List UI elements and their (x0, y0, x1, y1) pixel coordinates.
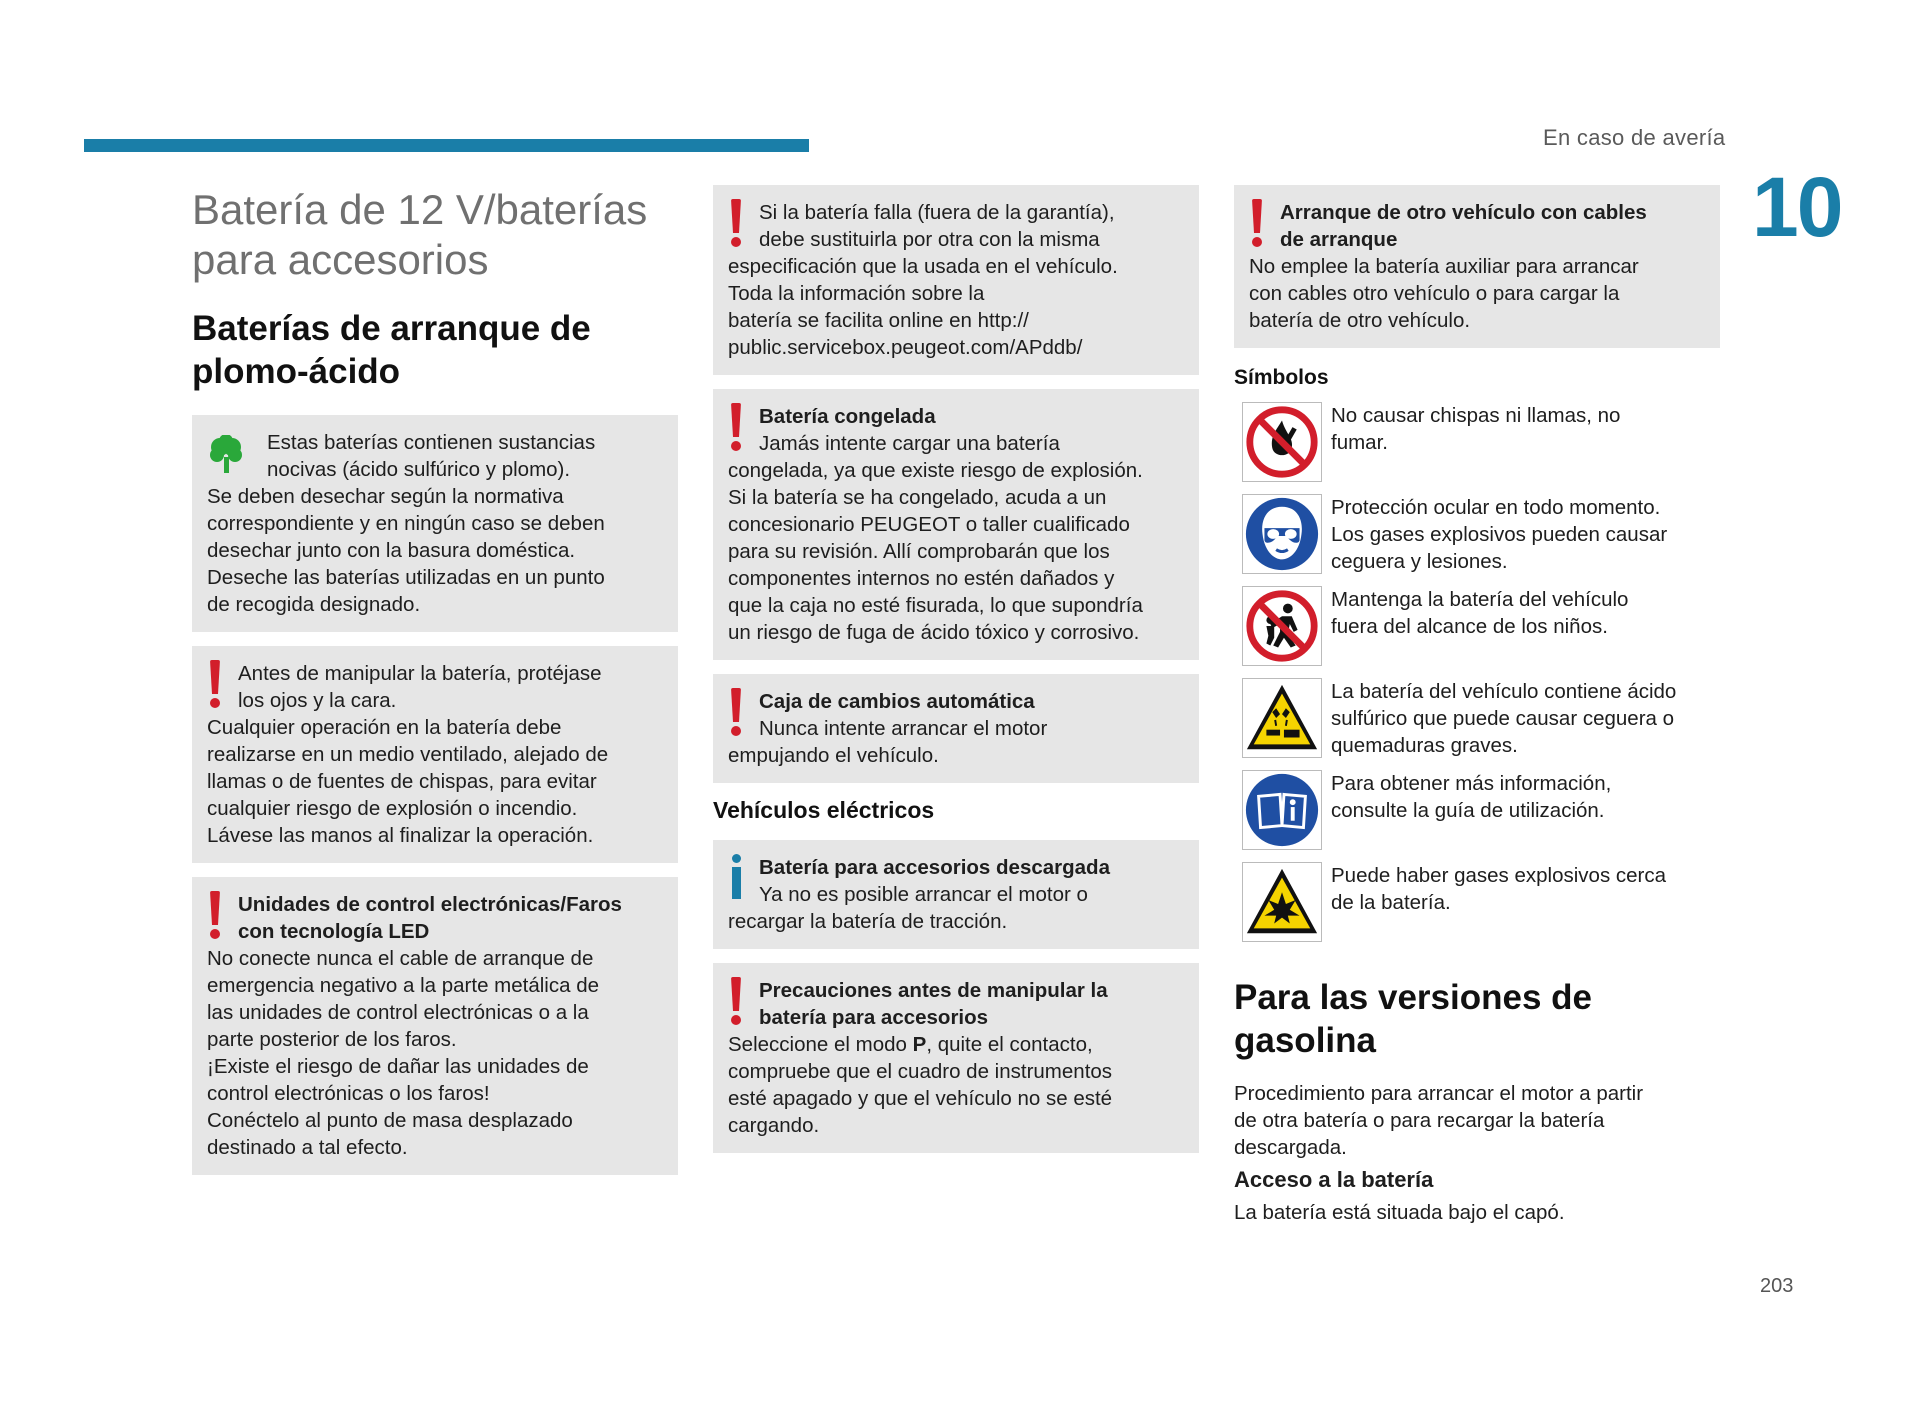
jump-start-warning-box: Arranque de otro vehículo con cables de arranque No emplee la batería auxiliar para arrancar con cables otro vehículo o para cargar la batería de otro vehículo. (1234, 185, 1720, 348)
keep-away-children-icon (1242, 586, 1322, 666)
section-header: En caso de avería (1543, 125, 1726, 150)
eye-protection-warning-box: Antes de manipular la batería, protéjase los ojos y la cara. Cualquier operación en la batería debe realizarse en un medio ventilado, alejado de llamas o de fuentes de chispas, para evitar cualquier riesgo de explosión o incendio. Lávese las manos al finalizar la operación. (192, 646, 678, 863)
page-title: Batería de 12 V/baterías para accesorios (192, 186, 648, 283)
battery-access-text: La batería está situada bajo el capó. (1234, 1201, 1565, 1224)
battery-access-heading: Acceso a la batería (1234, 1167, 1434, 1192)
servicebox-link[interactable]: public.servicebox.peugeot.com/APddb/ (728, 336, 1083, 359)
column-left (192, 185, 678, 1189)
explosive-icon (1242, 862, 1322, 942)
header-accent-bar (84, 139, 809, 152)
accessory-battery-precautions-box: Precauciones antes de manipular la batería para accesorios Seleccione el modo P, quite el contacto, compruebe que el cuadro de instrumentos esté apagado y que el vehículo no se esté cargando. (713, 963, 1199, 1153)
symbol-row: Puede haber gases explosivos cerca de la batería. (1234, 862, 1720, 954)
petrol-versions-title: Para las versiones de gasolina (1234, 978, 1592, 1060)
symbol-row: La batería del vehículo contiene ácido sulfúrico que puede causar ceguera o quemaduras graves. (1234, 678, 1720, 770)
symbol-row: Para obtener más información, consulte la guía de utilización. (1234, 770, 1720, 862)
tree-icon (208, 435, 244, 475)
automatic-gearbox-warning-box: Caja de cambios automática Nunca intente arrancar el motor empujando el vehículo. (713, 674, 1199, 783)
symbols-heading: Símbolos (1234, 366, 1329, 389)
chapter-number: 10 (1752, 160, 1842, 254)
frozen-battery-warning-box: Batería congelada Jamás intente cargar una batería congelada, ya que existe riesgo de explosión. Si la batería se ha congelado, acuda a un concesionario PEUGEOT o taller cualificado para su revisión. Allí comprobarán que los componentes internos no estén dañados y que la caja no esté fisurada, lo que supondría un riesgo de fuga de ácido tóxico y corrosivo. (713, 389, 1199, 660)
symbol-row: Mantenga la batería del vehículo fuera del alcance de los niños. (1234, 586, 1720, 678)
corrosive-icon (1242, 678, 1322, 758)
warning-icon (725, 199, 747, 247)
column-right (1234, 185, 1720, 1226)
info-icon (725, 854, 747, 902)
page-number: 203 (1760, 1275, 1794, 1297)
column-middle (713, 185, 1199, 1167)
warning-icon (725, 403, 747, 451)
electric-vehicles-heading: Vehículos eléctricos (713, 797, 935, 823)
warning-icon (204, 891, 226, 939)
section-title: Baterías de arranque de plomo-ácido (192, 309, 591, 391)
environment-note-box: Estas baterías contienen sustancias nocivas (ácido sulfúrico y plomo). Se deben desechar según la normativa correspondiente y en ningún caso se deben desechar junto con la basura doméstica. Deseche las baterías utilizadas en un punto de recogida designado. (192, 415, 678, 632)
led-control-units-warning-box: Unidades de control electrónicas/Faros con tecnología LED No conecte nunca el cable de arranque de emergencia negativo a la parte metálica de las unidades de control electrónicas o a la parte posterior de los faros. ¡Existe el riesgo de dañar las unidades de control electrónicas o los faros! Conéctelo al punto de masa desplazado destinado a tal efecto. (192, 877, 678, 1175)
manual-icon (1242, 770, 1322, 850)
eye-protection-icon (1242, 494, 1322, 574)
warning-icon (725, 688, 747, 736)
battery-replacement-warning-box: Si la batería falla (fuera de la garantía), debe sustituirla por otra con la misma especificación que la usada en el vehículo. Toda la información sobre la batería se facilita online en http:// public.servicebox.peugeot.com/APddb/ (713, 185, 1199, 375)
warning-icon (1246, 199, 1268, 247)
warning-icon (204, 660, 226, 708)
warning-icon (725, 977, 747, 1025)
no-fire-icon (1242, 402, 1322, 482)
symbol-row: Protección ocular en todo momento. Los gases explosivos pueden causar ceguera y lesiones. (1234, 494, 1720, 586)
petrol-procedure-text: Procedimiento para arrancar el motor a partir de otra batería o para recargar la batería descargada. (1234, 1082, 1644, 1159)
discharged-accessory-battery-info-box: Batería para accesorios descargada Ya no es posible arrancar el motor o recargar la batería de tracción. (713, 840, 1199, 949)
symbol-row: No causar chispas ni llamas, no fumar. (1234, 402, 1720, 494)
